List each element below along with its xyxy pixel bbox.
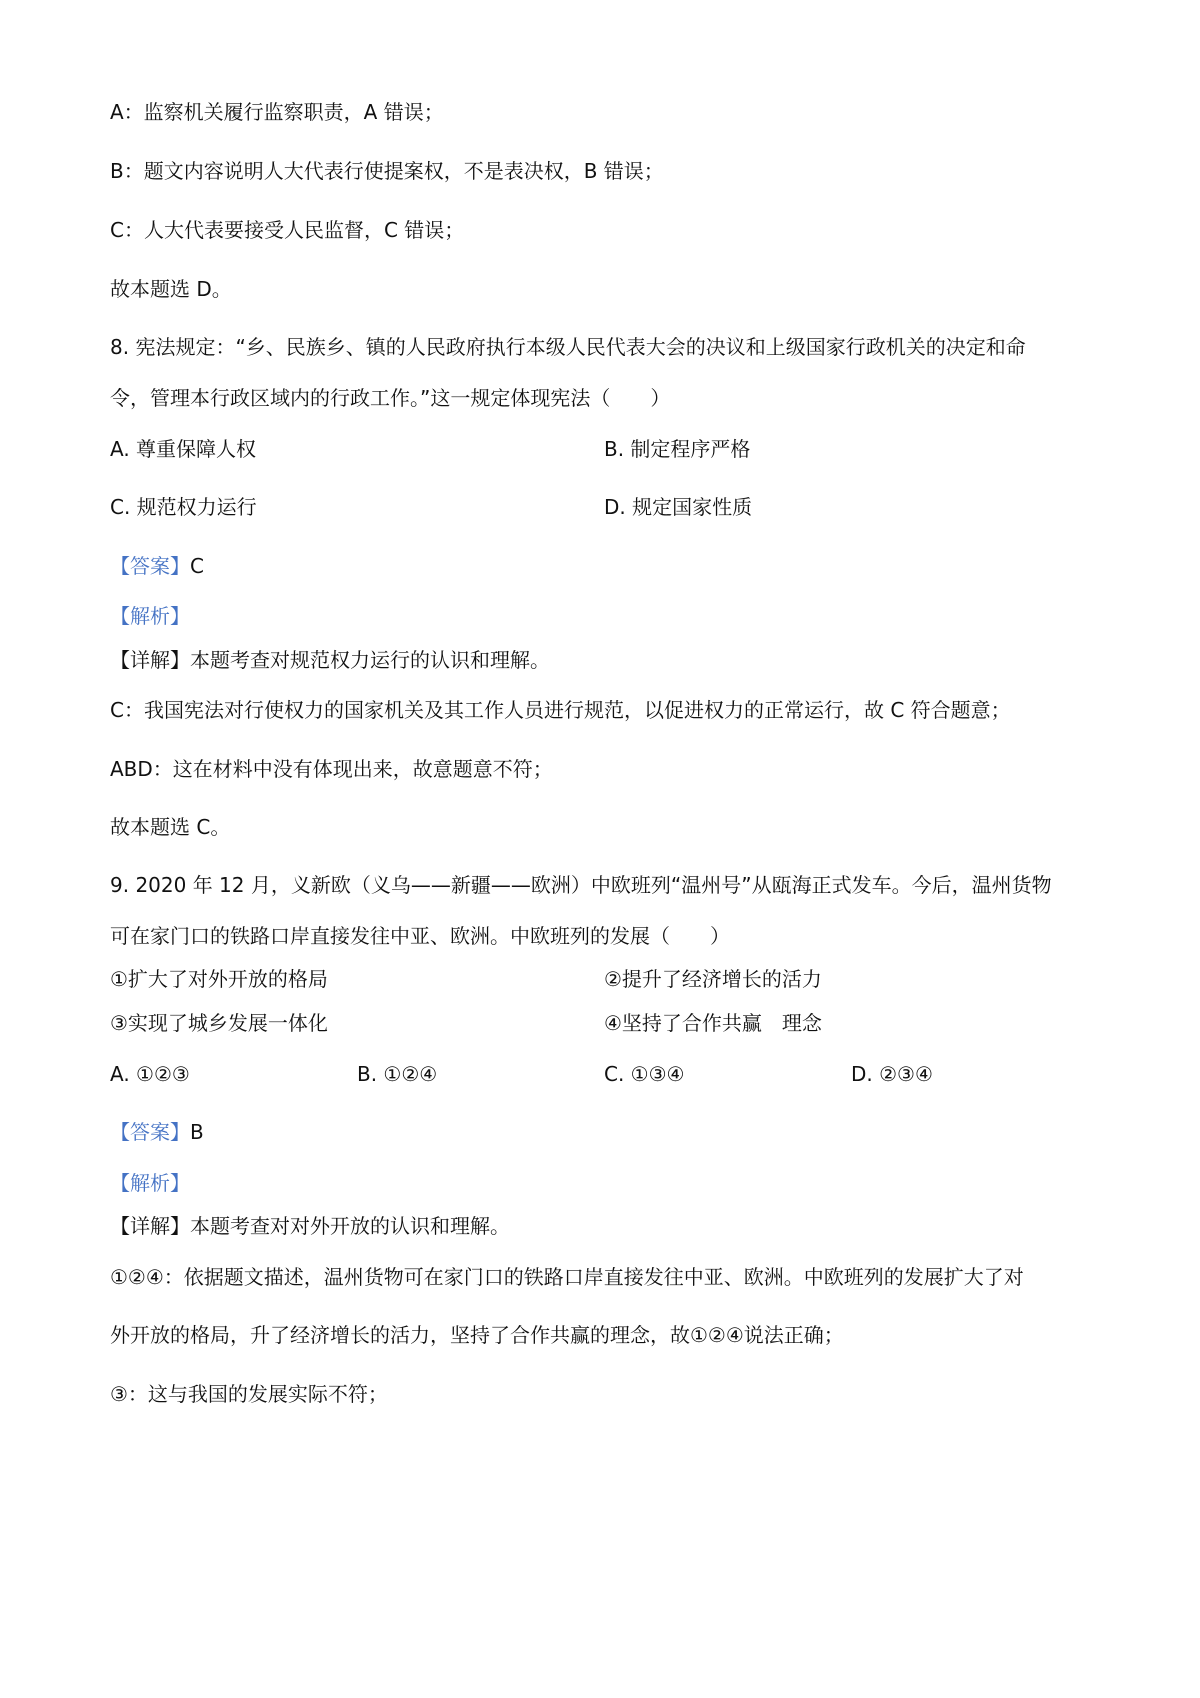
- q8-option-d: D. 规定国家性质: [604, 495, 753, 519]
- q9-item-3: ③实现了城乡发展一体化: [110, 1011, 328, 1035]
- q9-stem-line1: 9. 2020 年 12 月，义新欧（义乌——新疆——欧洲）中欧班列“温州号”从瓯海正式发车。今后，温州货物: [110, 873, 1052, 897]
- q9-option-c: C. ①③④: [604, 1062, 685, 1086]
- q9-explanation-line1: ①②④：依据题文描述，温州货物可在家门口的铁路口岸直接发往中亚、欧洲。中欧班列的发展扩大了对: [110, 1265, 1024, 1289]
- q9-option-a: A. ①②③: [110, 1062, 190, 1086]
- q9-answer: [110, 1118, 204, 1146]
- q8-detail: 【详解】本题考查对规范权力运行的认识和理解。: [110, 648, 550, 672]
- q8-option-c: C. 规范权力运行: [110, 495, 257, 519]
- q9-option-b: B. ①②④: [357, 1062, 438, 1086]
- q9-item-1: ①扩大了对外开放的格局: [110, 967, 328, 991]
- q9-item-4: ④坚持了合作共赢 理念: [604, 1011, 822, 1035]
- q9-analysis-label: 【解析】: [110, 1171, 190, 1195]
- q9-detail: 【详解】本题考查对对外开放的认识和理解。: [110, 1214, 510, 1238]
- prev-conclusion: 故本题选 D。: [110, 277, 232, 301]
- q9-item-2: ②提升了经济增长的活力: [604, 967, 822, 991]
- q8-analysis-label: 【解析】: [110, 604, 190, 628]
- q9-option-d: D. ②③④: [851, 1062, 933, 1086]
- q9-stem-line2: 可在家门口的铁路口岸直接发往中亚、欧洲。中欧班列的发展（ ）: [110, 924, 730, 948]
- q8-answer-value: C: [190, 554, 204, 578]
- q8-option-a: A. 尊重保障人权: [110, 437, 257, 461]
- q8-line-c: C：我国宪法对行使权力的国家机关及其工作人员进行规范，以促进权力的正常运行，故 C 符合题意；: [110, 698, 1011, 722]
- prev-analysis-a: A：监察机关履行监察职责，A 错误；: [110, 100, 444, 124]
- q9-answer-value: B: [190, 1120, 204, 1144]
- prev-analysis-b: B：题文内容说明人大代表行使提案权，不是表决权，B 错误；: [110, 159, 664, 183]
- q8-stem-line1: 8. 宪法规定：“乡、民族乡、镇的人民政府执行本级人民代表大会的决议和上级国家行政机关的决定和命: [110, 335, 1026, 359]
- q8-option-b: B. 制定程序严格: [604, 437, 751, 461]
- q9-explanation-line2: 外开放的格局，升了经济增长的活力，坚持了合作共赢的理念，故①②④说法正确；: [110, 1323, 844, 1347]
- q9-answer-label: 【答案】: [110, 1120, 190, 1144]
- prev-analysis-c: C：人大代表要接受人民监督，C 错误；: [110, 218, 465, 242]
- q8-answer-label: 【答案】: [110, 554, 190, 578]
- q9-explanation-line3: ③：这与我国的发展实际不符；: [110, 1382, 388, 1406]
- q8-line-abd: ABD：这在材料中没有体现出来，故意题意不符；: [110, 757, 553, 781]
- q8-stem-line2: 令，管理本行政区域内的行政工作。”这一规定体现宪法（ ）: [110, 386, 671, 410]
- q8-conclusion: 故本题选 C。: [110, 815, 231, 839]
- q8-answer: [110, 552, 204, 580]
